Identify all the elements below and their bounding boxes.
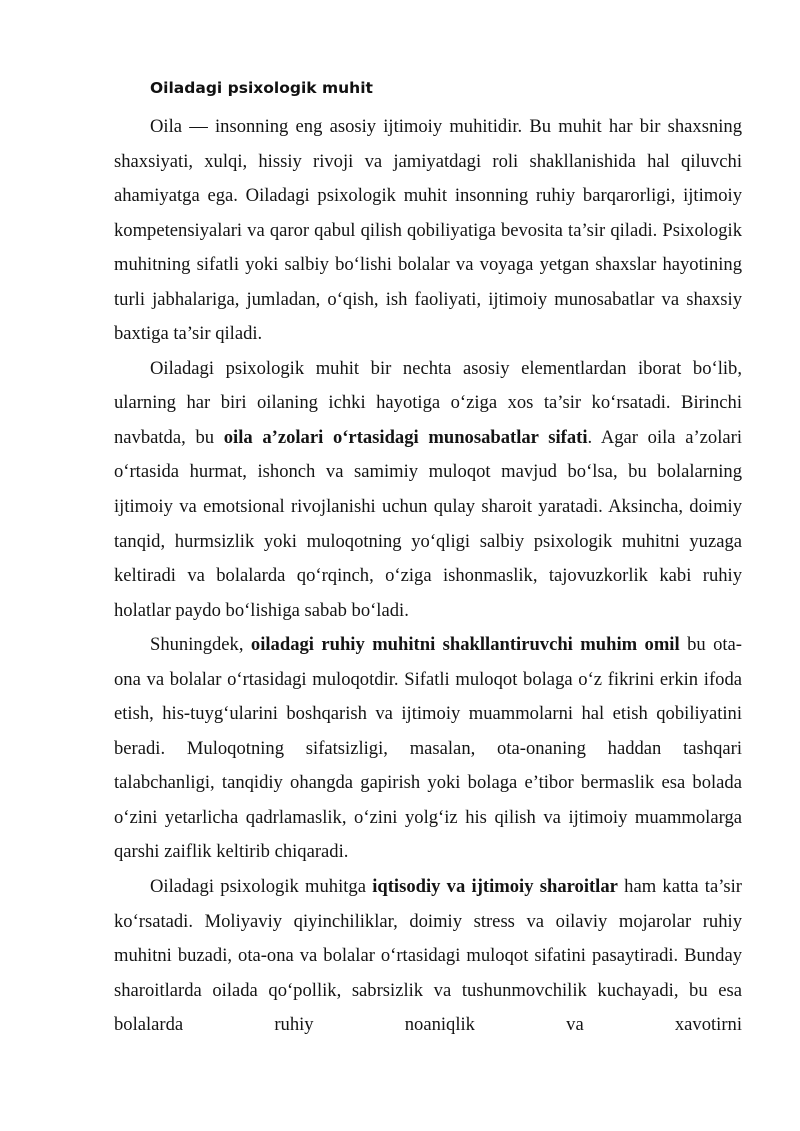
paragraph-text: Oiladagi psixologik muhit bir nechta asosiy elementlardan iborat bo‘lib, ularning har biri oilaning ichki hayotiga o‘ziga xos ta’sir ko‘rsatadi. Birinchi navbatda, bu	[114, 357, 742, 448]
bold-phrase: oila a’zolari o‘rtasidagi munosabatlar sifati	[223, 426, 588, 448]
paragraph-text: Oila — insonning eng asosiy ijtimoiy muhitidir. Bu muhit har bir shaxsning shaxsiyati, xulqi, hissiy rivoji va jamiyatdagi roli shakllanishida hal qiluvchi ahamiyatga ega. Oiladagi psixologik muhit insonning ruhiy barqarorligi, ijtimoiy kompetensiyalari va qaror qabul qilish qobiliyatiga bevosita ta’sir qiladi. Psixologik muhitning sifatli yoki salbiy bo‘lishi bolalar va voyaga yetgan shaxslar hayotining turli jabhalariga, jumladan, o‘qish, ish faoliyati, ijtimoiy munosabatlar va shaxsiy baxtiga ta’sir qiladi.	[114, 116, 742, 345]
document-body	[114, 110, 742, 1043]
bold-phrase: oiladagi ruhiy muhitni shakllantiruvchi muhim omil	[250, 634, 680, 656]
paragraph-text: ham katta ta’sir ko‘rsatadi. Moliyaviy qiyinchiliklar, doimiy stress va oilaviy mojarolar ruhiy muhitni buzadi, ota-ona va bolalar o‘rtasidagi muloqot sifatini pasaytiradi. Bunday sharoitlarda oilada qo‘pollik, sabrsizlik va tushunmovchilik kuchayadi, bu esa bolalarda ruhiy noaniqlik va xavotirni	[114, 876, 742, 1036]
paragraph	[114, 352, 742, 628]
paragraph	[114, 628, 742, 870]
paragraph-text: bu ota-ona va bolalar o‘rtasidagi muloqotdir. Sifatli muloqot bolaga o‘z fikrini erkin ifoda etish, his-tuyg‘ularini boshqarish va ijtimoiy muammolarni hal etish qobiliyatini beradi. Muloqotning sifatsizligi, masalan, ota-onaning haddan tashqari talabchanligi, tanqidiy ohangda gapirish yoki bolaga e’tibor bermaslik esa bolada o‘zini yetarlicha qadrlamaslik, o‘zini yolg‘iz his qilish va ijtimoiy muammolarga qarshi zaiflik keltirib chiqaradi.	[114, 634, 742, 863]
paragraph-text: Shuningdek,	[150, 634, 251, 656]
paragraph	[114, 870, 742, 1043]
paragraph-text: Oiladagi psixologik muhitga	[150, 876, 373, 898]
section-heading: Oiladagi psixologik muhit	[150, 79, 373, 97]
paragraph-text: . Agar oila a’zolari o‘rtasida hurmat, ishonch va samimiy muloqot mavjud bo‘lsa, bu bolalarning ijtimoiy va emotsional rivojlanishi uchun qulay sharoit yaratadi. Aksincha, doimiy tanqid, hurmsizlik yoki muloqotning yo‘qligi salbiy psixologik muhitni yuzaga keltiradi va bolalarda qo‘rqinch, o‘ziga ishonmaslik, tajovuzkorlik kabi ruhiy holatlar paydo bo‘lishiga sabab bo‘ladi.	[114, 426, 743, 621]
bold-phrase: iqtisodiy va ijtimoiy sharoitlar	[372, 876, 618, 898]
paragraph	[114, 110, 742, 352]
